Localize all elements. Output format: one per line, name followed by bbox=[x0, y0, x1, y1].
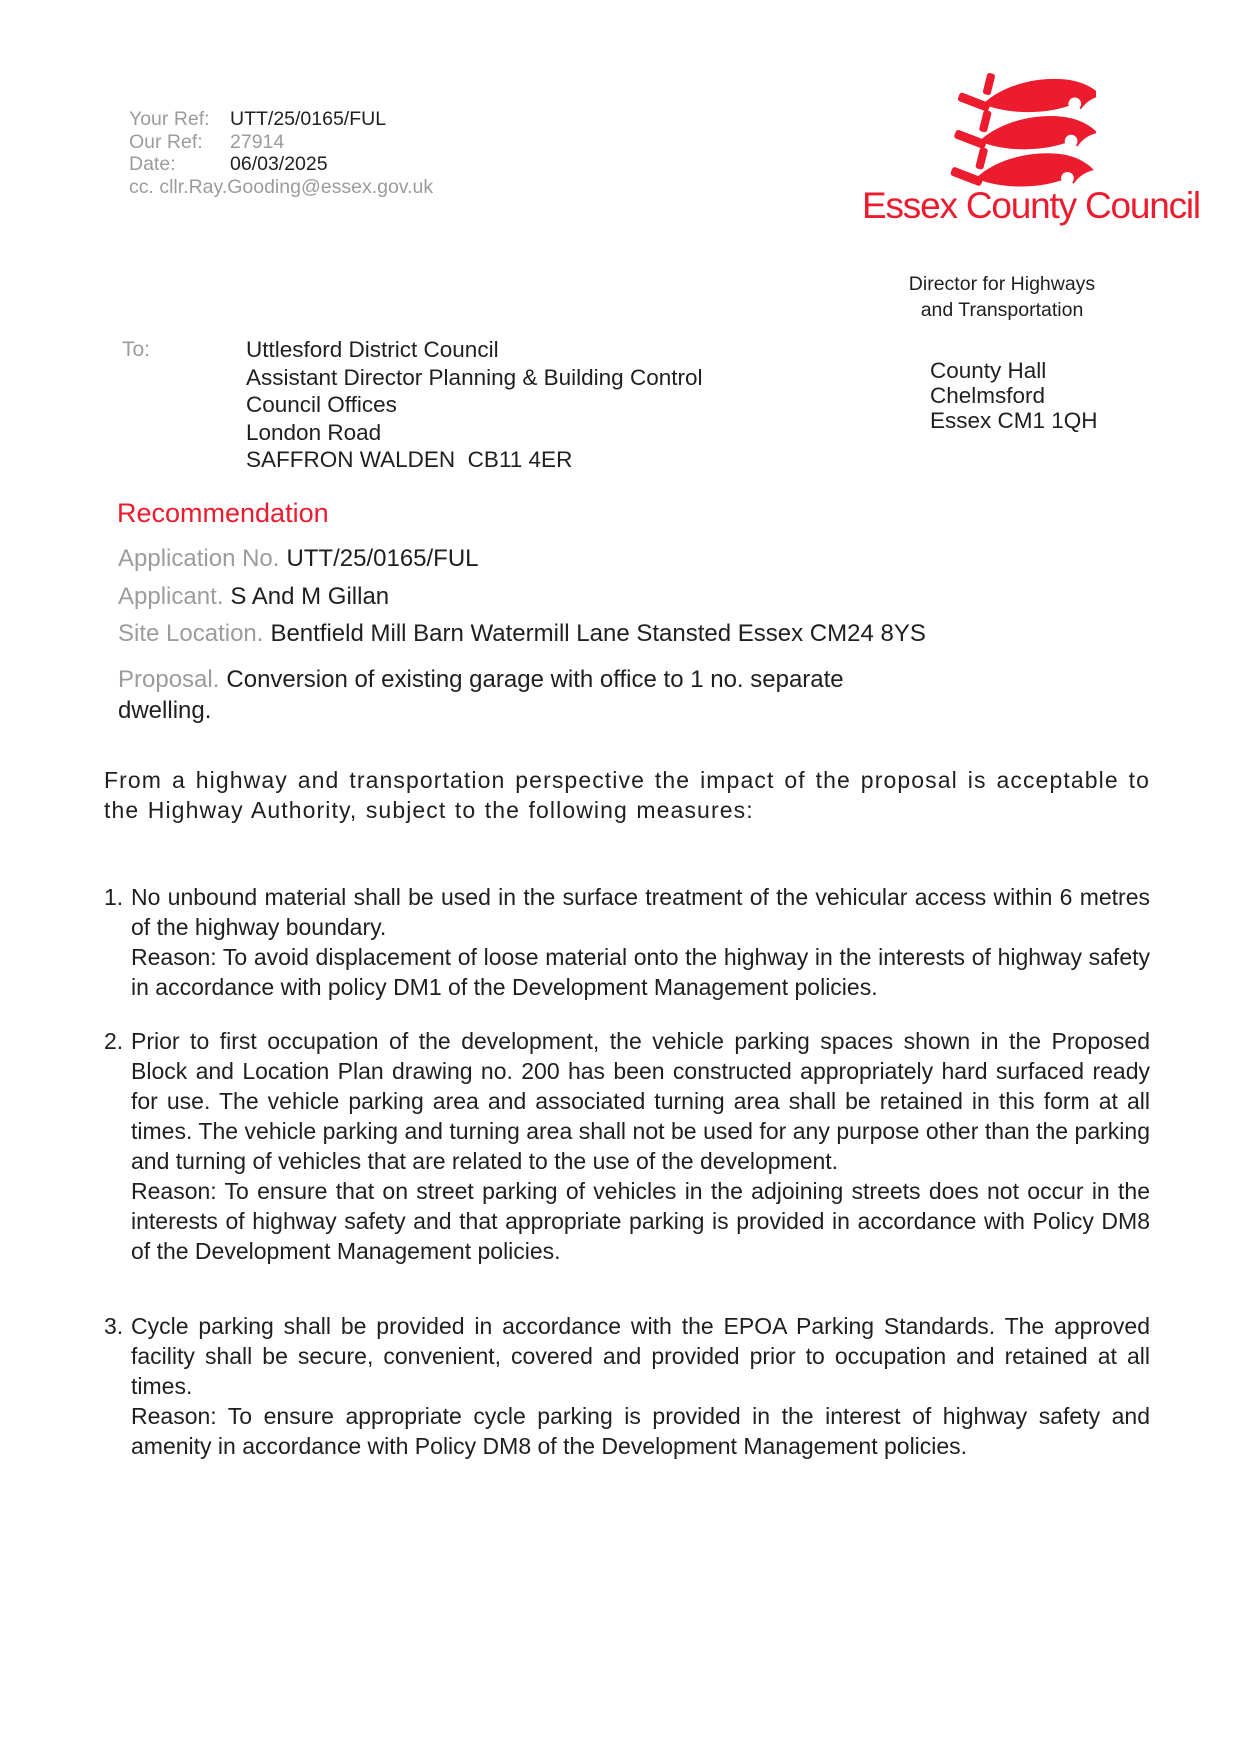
measure-condition: Cycle parking shall be provided in accordance with the EPOA Parking Standards. The approved facility shall be secure, convenient, covered and provided prior to occupation and retained at all times. bbox=[131, 1313, 1150, 1399]
sender-line: Chelmsford bbox=[930, 383, 1046, 408]
cc-line: cc. cllr.Ray.Gooding@essex.gov.uk bbox=[129, 175, 434, 198]
site-location-label: Site Location. bbox=[118, 620, 264, 647]
org-name: Essex County Council bbox=[862, 185, 1200, 226]
date-value: 06/03/2025 bbox=[230, 153, 328, 175]
proposal-value: Conversion of existing garage with office to 1 no. separate dwelling. bbox=[118, 666, 844, 724]
measure-condition: No unbound material shall be used in the surface treatment of the vehicular access within 6 metres of the highway boundary. bbox=[131, 884, 1150, 940]
recipient-line: Assistant Director Planning & Building Control bbox=[246, 364, 703, 390]
department-title bbox=[852, 272, 1152, 323]
recipient-address bbox=[246, 336, 702, 474]
site-location-field bbox=[118, 618, 1158, 649]
application-no-field bbox=[118, 543, 479, 574]
proposal-field bbox=[118, 664, 900, 726]
measure-number: 1. bbox=[104, 884, 124, 910]
department-line1: Director for Highways bbox=[908, 273, 1096, 295]
measure-reason: Reason: To avoid displacement of loose material onto the highway in the interests of highway safety in accordance with policy DM1 of the Development Management policies. bbox=[131, 944, 1150, 1000]
recipient-line: London Road bbox=[246, 419, 382, 445]
measure-item bbox=[104, 1311, 1150, 1461]
three-seaxes-icon bbox=[950, 73, 1096, 191]
recipient-line: Council Offices bbox=[246, 392, 397, 417]
measure-item bbox=[104, 1026, 1150, 1266]
application-no-value: UTT/25/0165/FUL bbox=[286, 545, 479, 572]
measure-item bbox=[104, 882, 1150, 1002]
date-label: Date: bbox=[129, 153, 176, 175]
application-no-label: Application No. bbox=[118, 545, 280, 572]
to-label: To: bbox=[122, 338, 151, 361]
sender-line: County Hall bbox=[930, 358, 1047, 383]
proposal-label: Proposal. bbox=[118, 666, 220, 693]
applicant-value: S And M Gillan bbox=[230, 583, 390, 610]
applicant-label: Applicant. bbox=[118, 583, 224, 610]
site-location-value: Bentfield Mill Barn Watermill Lane Stansted Essex CM24 8YS bbox=[270, 620, 926, 647]
measure-condition: Prior to first occupation of the development, the vehicle parking spaces shown in the Proposed Block and Location Plan drawing no. 200 has been constructed appropriately hard surfaced ready for use. The vehicle parking area and associated turning area shall be retained in this form at all times. The vehicle parking and turning area shall not be used for any purpose other than the parking and turning of vehicles that are related to the use of the development. bbox=[131, 1028, 1150, 1174]
your-ref-value: UTT/25/0165/FUL bbox=[230, 108, 387, 130]
measure-number: 3. bbox=[104, 1313, 124, 1339]
your-ref-label: Your Ref: bbox=[129, 108, 210, 130]
applicant-field bbox=[118, 581, 389, 612]
sender-line: Essex CM1 1QH bbox=[930, 408, 1098, 433]
intro-paragraph: From a highway and transportation perspective the impact of the proposal is acceptable to the Highway Authority, subject to the following measures: bbox=[104, 767, 1150, 823]
department-line2: and Transportation bbox=[920, 298, 1084, 321]
measure-reason: Reason: To ensure that on street parking of vehicles in the adjoining streets does not occur in the interests of highway safety and that appropriate parking is provided in accordance with Policy DM8 of the Development Management policies. bbox=[131, 1178, 1150, 1264]
recipient-line: Uttlesford District Council bbox=[246, 337, 499, 362]
sender-address bbox=[930, 358, 1098, 433]
measure-reason: Reason: To ensure appropriate cycle parking is provided in the interest of highway safety and amenity in accordance with Policy DM8 of the Development Management policies. bbox=[131, 1403, 1150, 1459]
reference-block bbox=[129, 108, 433, 198]
our-ref-label: Our Ref: bbox=[129, 130, 203, 153]
recommendation-heading: Recommendation bbox=[117, 498, 329, 528]
our-ref-value: 27914 bbox=[230, 130, 285, 153]
recipient-line: SAFFRON WALDEN CB11 4ER bbox=[246, 447, 573, 472]
measure-number: 2. bbox=[104, 1028, 124, 1054]
